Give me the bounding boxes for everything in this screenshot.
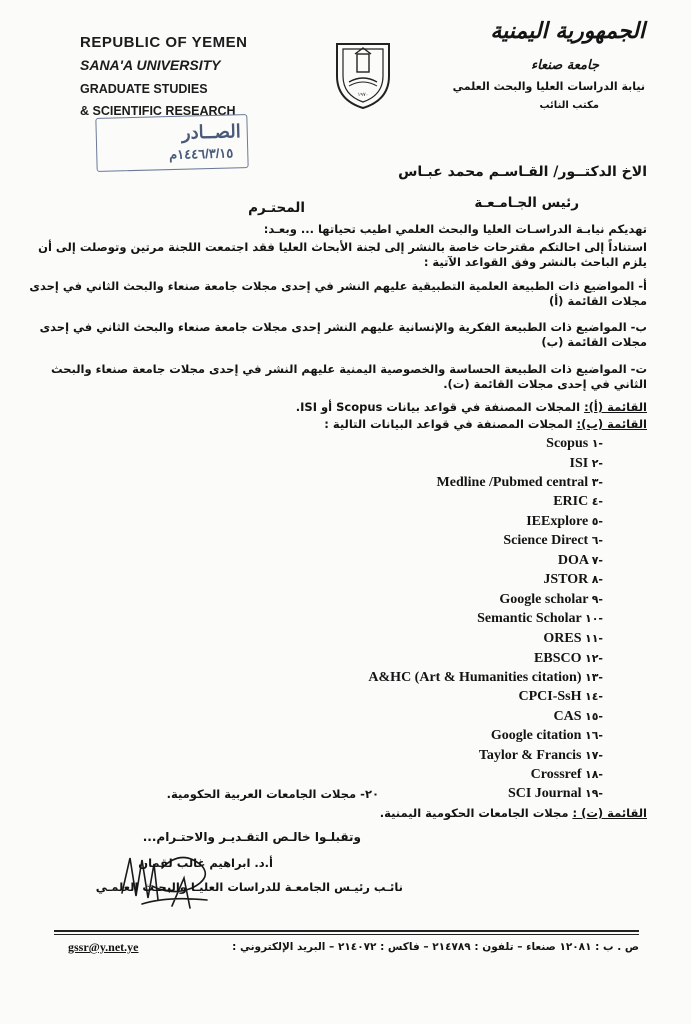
database-name: ORES — [543, 631, 582, 646]
database-number: ٧- — [591, 554, 603, 567]
database-name: SCI Journal — [507, 786, 582, 801]
footer-divider-bottom — [54, 934, 639, 935]
database-name: Google citation — [490, 728, 582, 743]
database-name: CPCI-SsH — [518, 689, 582, 704]
list-t — [27, 806, 647, 821]
signature — [112, 838, 222, 918]
database-name: Medline /Pubmed central — [436, 475, 589, 490]
signer-name: أ.د. ابراهيم غالب لقمان — [138, 856, 273, 870]
database-item — [491, 728, 603, 744]
list-b-label: القائمة (ب): — [576, 417, 647, 431]
rule-b: ب- المواضيع ذات الطبيعة الفكرية والإنسانية عليهم النشر إحدى مجلات جامعة صنعاء والبحث الثاني في إحدى مجلات القائمة (ب) — [39, 320, 647, 349]
database-name: CAS — [553, 709, 582, 724]
database-number: ٨- — [591, 573, 603, 586]
database-name: Google scholar — [499, 592, 589, 607]
signer-title: نائـب رئيـس الجامعـة للدراسات العليـا والبحـث العلمـي — [95, 880, 403, 894]
database-item — [570, 456, 603, 472]
database-item — [368, 670, 603, 686]
closing-line: وتقبلـوا خالـص التقـديـر والاحتـرام... — [142, 830, 361, 844]
header-ar-republic: الجمهورية اليمنية — [490, 18, 645, 44]
database-name: ERIC — [553, 494, 589, 509]
rule-a: أ- المواضيع ذات الطبيعة العلمية التطبيقية عليهم النشر في إحدى مجلات جامعة صنعاء والبحث الثاني في إحدى مجلات القائمة (أ) — [29, 279, 647, 308]
recipient-honorific: المحتـرم — [248, 200, 305, 216]
greeting: تهديكم نيابـة الدراسـات العليا والبحث العلمي اطيب تحياتها ... وبعـد: — [263, 222, 647, 236]
list-a-text: المجلات المصنفة في قواعد بيانات Scopus أو ISI. — [295, 400, 581, 414]
list-t-label: القائمة (ت) : — [572, 806, 647, 820]
database-number: ١٩- — [584, 787, 603, 800]
database-number: ١٣- — [584, 671, 603, 684]
database-number: ٢- — [591, 457, 603, 470]
database-item — [553, 494, 603, 510]
list-t-text: مجلات الجامعات الحكومية اليمنية. — [379, 806, 569, 820]
database-item — [543, 572, 603, 588]
outgoing-stamp — [95, 114, 248, 172]
database-number: ١٨- — [584, 768, 603, 781]
database-item — [543, 631, 603, 647]
database-item — [437, 475, 603, 491]
database-name: Crossref — [530, 767, 582, 782]
database-name: EBSCO — [534, 651, 582, 666]
header-en-research: & SCIENTIFIC RESEARCH — [80, 104, 236, 118]
database-item — [558, 553, 603, 569]
database-item — [499, 592, 603, 608]
database-number: ١١- — [584, 632, 603, 645]
footer-email-link[interactable]: gssr@y.net.ye — [68, 940, 139, 954]
rule-t: ت- المواضيع ذات الطبيعة الحساسة والخصوصية اليمنية عليهم النشر في إحدى مجلات جامعة صنعاء والبحث الثاني في إحدى مجلات القائمة (ت). — [51, 362, 647, 391]
database-number: ١٧- — [584, 749, 603, 762]
list-a-label: القائمة (أ): — [584, 400, 647, 414]
database-name: Science Direct — [503, 533, 589, 548]
database-name: Semantic Scholar — [477, 611, 582, 626]
database-number: ١٥- — [584, 710, 603, 723]
database-item — [503, 533, 603, 549]
database-name: IEExplore — [526, 514, 589, 529]
database-item — [479, 748, 603, 764]
database-item — [508, 786, 603, 802]
database-item — [553, 709, 603, 725]
database-name: JSTOR — [543, 572, 589, 587]
university-emblem — [331, 38, 395, 110]
recipient-title: رئيس الجـامـعـة — [474, 195, 579, 211]
database-number: ١٢- — [584, 652, 603, 665]
recipient-name: الاخ الدكتــور/ القـاسـم محمد عبـاس — [398, 164, 647, 180]
list-b-text: المجلات المصنفة في قواعد البيانات التالية : — [324, 417, 573, 431]
stamp-date: ١٤٤٦/٣/١٥م — [168, 145, 234, 163]
database-name: A&HC (Art & Humanities citation) — [368, 670, 582, 685]
header-ar-university: جامعة صنعاء — [530, 58, 599, 73]
database-item — [526, 514, 603, 530]
item-20-arab-universities: ٢٠- مجلات الجامعات العربية الحكومية. — [166, 787, 379, 801]
stamp-title: الصــادر — [181, 121, 241, 143]
database-name: DOA — [557, 553, 589, 568]
database-item — [477, 611, 603, 627]
database-name: Taylor & Francis — [478, 748, 582, 763]
database-item — [518, 689, 603, 705]
database-item — [534, 651, 603, 667]
database-number: ٩- — [591, 593, 603, 606]
database-name: ISI — [569, 456, 589, 471]
database-number: ١٤- — [584, 690, 603, 703]
database-number: ٦- — [591, 534, 603, 547]
database-number: ١٦- — [584, 729, 603, 742]
database-item — [531, 767, 603, 783]
database-name: Scopus — [546, 436, 589, 451]
header-ar-office: مكتب النائب — [539, 100, 599, 111]
list-b — [27, 417, 647, 432]
list-a — [27, 400, 647, 415]
header-en-republic: REPUBLIC OF YEMEN — [80, 34, 248, 51]
footer-divider-top — [54, 930, 639, 932]
database-number: ٤- — [591, 495, 603, 508]
paragraph-intro: استناداً إلى احالتكم مقترحات خاصة بالنشر إلى لجنة الأبحاث العليا فقد اجتمعت اللجنة مرتين وتوصلت إلى أن يلزم الباحث بالنشر وفق القواعد الآتية : — [38, 240, 647, 269]
database-number: ٣- — [591, 476, 603, 489]
header-en-university: SANA'A UNIVERSITY — [80, 57, 221, 73]
svg-text:١٩٧٠: ١٩٧٠ — [357, 92, 369, 98]
footer-address: ص . ب : ١٢٠٨١ صنعاء – تلفون : ٢١٤٧٨٩ – فاكس : ٢١٤٠٧٢ – البريد الإلكتروني : — [232, 941, 639, 953]
database-number: ٥- — [591, 515, 603, 528]
database-number: ١- — [591, 437, 603, 450]
database-number: ١٠- — [584, 612, 603, 625]
header-ar-graduate: نيابة الدراسات العليا والبحث العلمي — [452, 80, 645, 93]
header-en-graduate: GRADUATE STUDIES — [80, 82, 208, 96]
database-item — [546, 436, 603, 452]
